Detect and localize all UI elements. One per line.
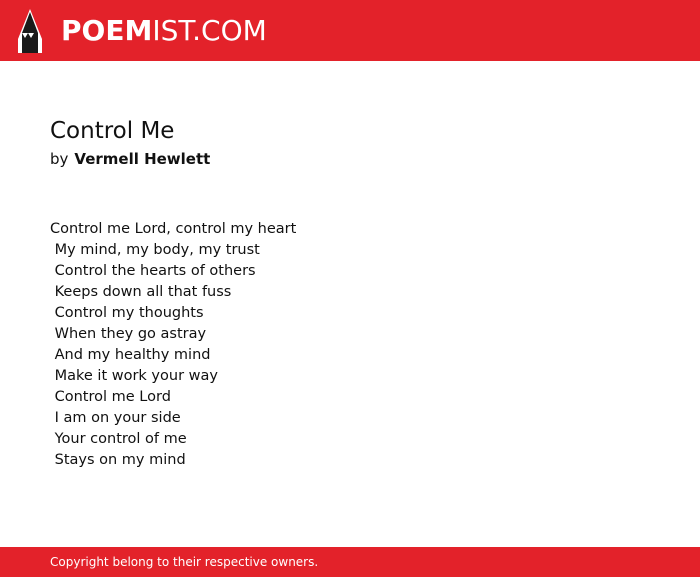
poem-line: When they go astray <box>50 326 207 342</box>
site-header <box>0 0 700 61</box>
author-name: Vermell Hewlett <box>74 150 211 168</box>
poem-line: Your control of me <box>50 431 187 447</box>
poem-line: And my healthy mind <box>50 347 211 363</box>
poem-line: Control the hearts of others <box>50 263 256 279</box>
byline-label: by <box>50 150 69 168</box>
logo-text-bold: POEM <box>61 14 153 47</box>
poem-line: Stays on my mind <box>50 452 186 468</box>
logo-text-light: IST.COM <box>152 14 267 47</box>
poem-line: Keeps down all that fuss <box>50 284 232 300</box>
copyright-text: Copyright belong to their respective owners. <box>50 555 319 569</box>
poem-line: Make it work your way <box>50 368 218 384</box>
pencil-icon <box>16 9 44 53</box>
site-logo-link[interactable] <box>16 9 267 53</box>
poem-title: Control Me <box>50 118 175 144</box>
poem-line: I am on your side <box>50 410 181 426</box>
poem-line: Control my thoughts <box>50 305 204 321</box>
poem-line: Control me Lord <box>50 389 171 405</box>
poem-byline <box>50 148 670 170</box>
poem-body <box>50 219 296 471</box>
poem-header <box>50 114 670 170</box>
poem-line: Control me Lord, control my heart <box>50 221 297 237</box>
poem-line: My mind, my body, my trust <box>50 242 260 258</box>
site-footer <box>0 547 700 577</box>
site-logo-text <box>61 9 267 53</box>
